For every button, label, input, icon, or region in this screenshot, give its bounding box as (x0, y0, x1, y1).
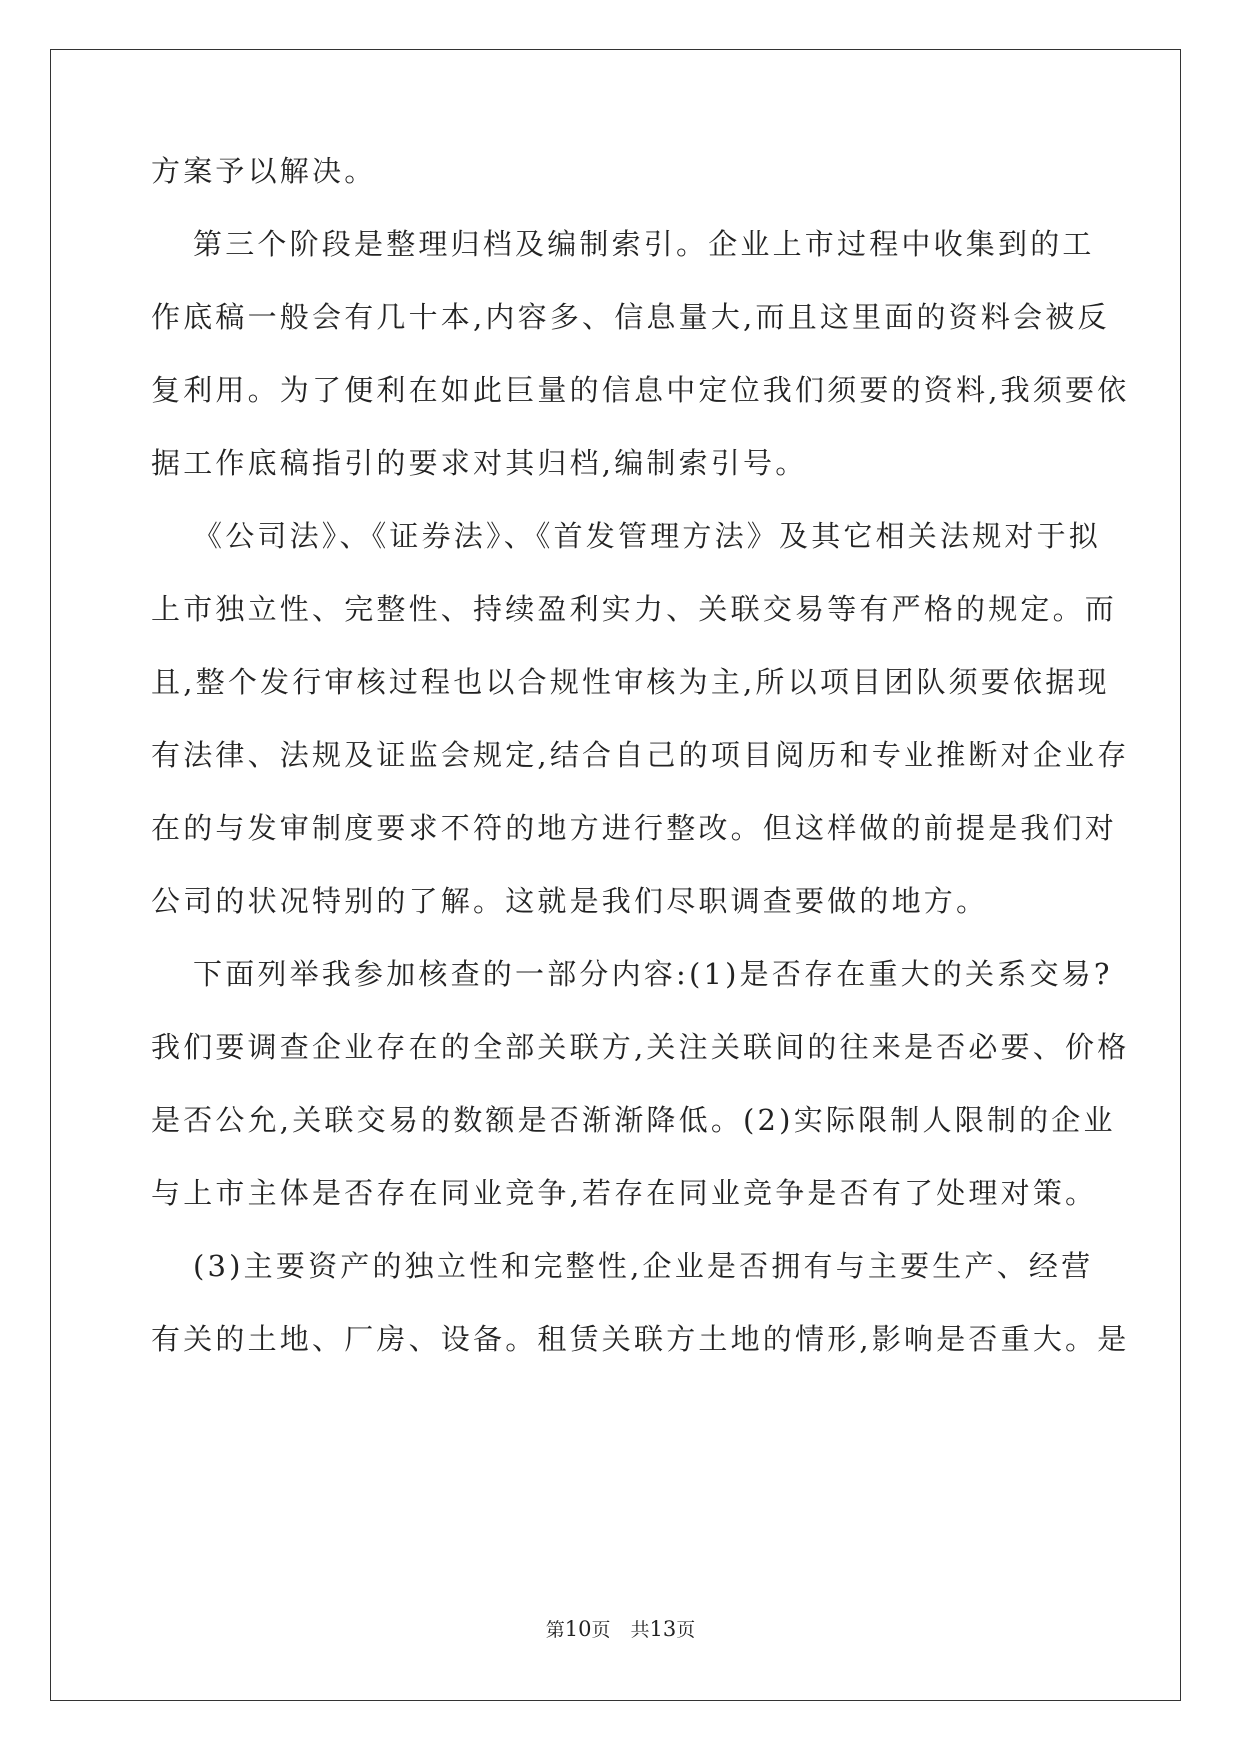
total-suffix: 页 (676, 1619, 696, 1641)
text-line: 公司的状况特别的了解。这就是我们尽职调查要做的地方。 (151, 884, 989, 918)
text-line: 据工作底稿指引的要求对其归档,编制索引号。 (151, 446, 808, 480)
total-pages: 13 (649, 1617, 677, 1641)
page-number: 10 (564, 1617, 592, 1641)
text-line: 复利用。为了便利在如此巨量的信息中定位我们须要的资料,我须要依 (151, 373, 1130, 407)
page-footer (0, 1617, 1241, 1642)
text-line: 有关的土地、厂房、设备。租赁关联方土地的情形,影响是否重大。是 (151, 1322, 1130, 1356)
paragraph-start-line: 第三个阶段是整理归档及编制索引。企业上市过程中收集到的工 (193, 227, 1095, 261)
text-line: 是否公允,关联交易的数额是否渐渐降低。(2)实际限制人限制的企业 (151, 1103, 1116, 1137)
text-line: 上市独立性、完整性、持续盈利实力、关联交易等有严格的规定。而 (151, 592, 1118, 626)
paragraph-start-line: (3)主要资产的独立性和完整性,企业是否拥有与主要生产、经营 (193, 1249, 1094, 1283)
text-line: 在的与发审制度要求不符的地方进行整改。但这样做的前提是我们对 (151, 811, 1118, 845)
text-line: 作底稿一般会有几十本,内容多、信息量大,而且这里面的资料会被反 (151, 300, 1110, 334)
text-line: 有法律、法规及证监会规定,结合自己的项目阅历和专业推断对企业存 (151, 738, 1130, 772)
text-line: 与上市主体是否存在同业竞争,若存在同业竞争是否有了处理对策。 (151, 1176, 1098, 1210)
page-border (50, 49, 1181, 1701)
text-line: 方案予以解决。 (151, 154, 377, 188)
total-prefix: 共 (630, 1619, 650, 1641)
page-suffix: 页 (591, 1619, 611, 1641)
text-line: 且,整个发行审核过程也以合规性审核为主,所以项目团队须要依据现 (151, 665, 1110, 699)
paragraph-start-line: 《公司法》、《证券法》、《首发管理方法》及其它相关法规对于拟 (193, 519, 1102, 553)
page-prefix: 第 (545, 1619, 565, 1641)
paragraph-start-line: 下面列举我参加核查的一部分内容:(1)是否存在重大的关系交易? (193, 957, 1113, 991)
text-line: 我们要调查企业存在的全部关联方,关注关联间的往来是否必要、价格 (151, 1030, 1130, 1064)
